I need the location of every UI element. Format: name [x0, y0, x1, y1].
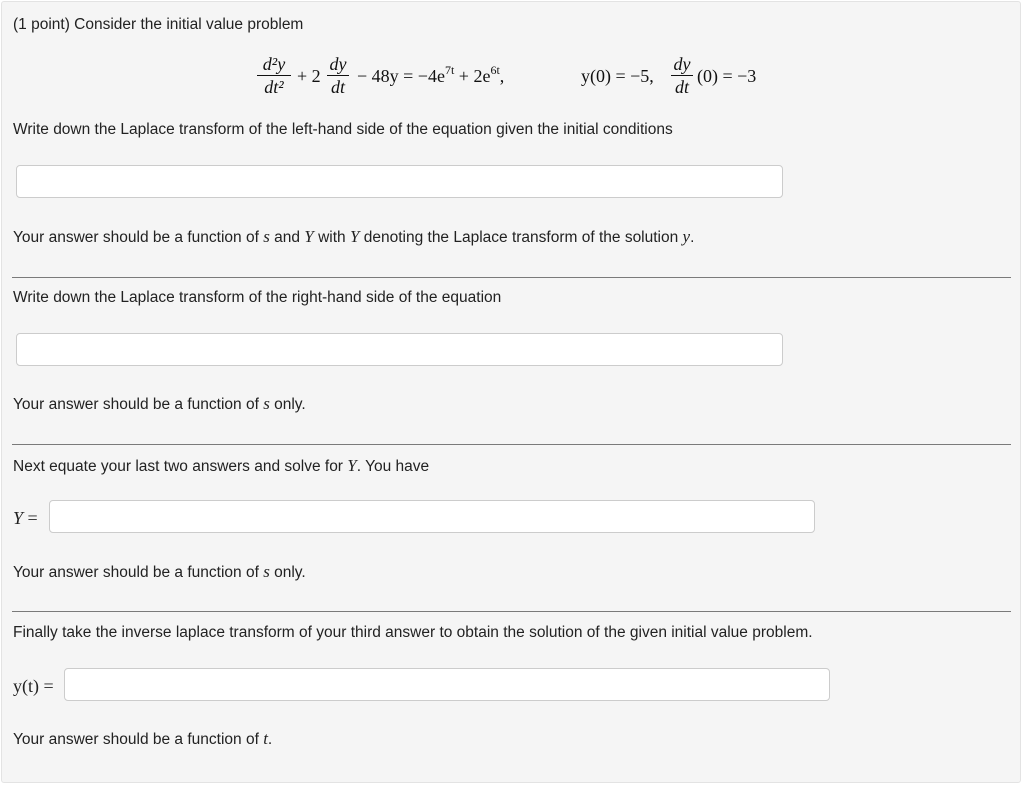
equation-middle: − 48y = −4e — [357, 66, 445, 86]
section-divider — [12, 277, 1011, 278]
fraction-bar — [327, 75, 349, 76]
equation-rhs — [357, 63, 505, 87]
part2-prompt: Write down the Laplace transform of the right-hand side of the equation — [13, 289, 502, 306]
hint-text: Your answer should be a function of — [13, 731, 264, 748]
hint-text: . — [267, 731, 273, 748]
first-derivative-numerator: dy — [329, 54, 347, 74]
initial-condition-derivative-value: (0) = −3 — [697, 66, 757, 86]
problem-intro: (1 point) Consider the initial value problem — [13, 16, 304, 33]
part4-hint — [13, 730, 272, 749]
part1-hint — [13, 228, 694, 247]
hint-text: Your answer should be a function of — [13, 564, 264, 581]
second-derivative-numerator: d²y — [262, 54, 286, 74]
hint-var-Y: Y — [304, 227, 314, 246]
hint-text: only. — [269, 564, 306, 581]
y-of-t-label: y(t) = — [13, 676, 54, 696]
hint-var-s: s — [263, 227, 270, 246]
part3-hint — [13, 563, 306, 582]
part3-prompt — [13, 457, 429, 476]
lhs-answer-input[interactable] — [16, 165, 783, 198]
fraction-bar — [257, 75, 291, 76]
hint-var-y: y — [682, 227, 691, 246]
equals-sign: = — [23, 508, 38, 528]
hint-text: . — [690, 229, 695, 246]
hint-text: and — [269, 229, 305, 246]
section-divider — [12, 611, 1011, 612]
second-derivative-fraction — [257, 54, 291, 97]
hint-text: only. — [269, 396, 306, 413]
ic-derivative-numerator: dy — [673, 54, 691, 74]
hint-text: denoting the Laplace transform of the solution — [359, 229, 683, 246]
hint-text: with — [313, 229, 350, 246]
equation-plus-2e: + 2e — [454, 66, 491, 86]
hint-var-t: t — [263, 729, 268, 748]
part4-prompt: Finally take the inverse laplace transform of your third answer to obtain the solution of the given initial value problem. — [13, 624, 813, 641]
part1-prompt: Write down the Laplace transform of the left-hand side of the equation given the initial conditions — [13, 121, 673, 138]
initial-condition-y: y(0) = −5, — [581, 66, 654, 86]
prompt-text: . You have — [356, 458, 430, 475]
prompt-text: Next equate your last two answers and solve for — [13, 458, 348, 475]
equation-comma: , — [499, 66, 505, 86]
section-divider — [12, 444, 1011, 445]
first-derivative-denominator: dt — [330, 77, 345, 97]
prompt-var-Y: Y — [347, 456, 357, 475]
fraction-bar — [671, 75, 693, 76]
hint-var-s: s — [263, 394, 270, 413]
first-derivative-fraction — [327, 54, 349, 97]
hint-text: Your answer should be a function of — [13, 396, 264, 413]
second-derivative-denominator: dt² — [264, 77, 284, 97]
exponent-6t: 6t — [490, 63, 500, 77]
hint-text: Your answer should be a function of — [13, 229, 264, 246]
rhs-answer-input[interactable] — [16, 333, 783, 366]
Y-equals-label: Y = — [13, 508, 38, 528]
hint-var-s: s — [263, 562, 270, 581]
y-of-t-answer-input[interactable] — [64, 668, 830, 701]
initial-condition-derivative-fraction — [671, 54, 693, 97]
part2-hint — [13, 395, 306, 414]
Y-answer-input[interactable] — [49, 500, 815, 533]
ic-derivative-denominator: dt — [674, 77, 689, 97]
plus-two: + 2 — [297, 66, 321, 86]
exponent-7t: 7t — [444, 63, 455, 77]
hint-var-Y: Y — [349, 227, 360, 246]
problem-panel — [1, 1, 1021, 783]
